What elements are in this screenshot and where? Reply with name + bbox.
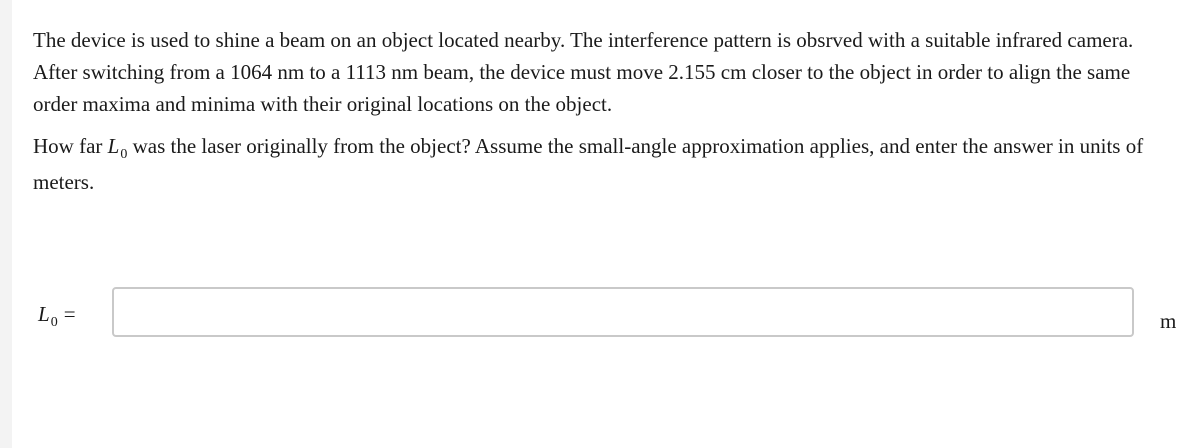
equals-sign: = <box>63 302 76 326</box>
answer-row <box>0 286 1200 342</box>
variable-subscript: 0 <box>120 147 128 162</box>
question-text <box>33 24 1163 198</box>
answer-subscript: 0 <box>50 315 58 330</box>
unit-label: m <box>1160 309 1177 333</box>
question-paragraph-2 <box>33 130 1163 198</box>
answer-variable: L <box>38 302 50 326</box>
answer-label <box>38 301 76 331</box>
variable-letter: L <box>107 134 120 158</box>
question-text-before: How far <box>33 134 108 158</box>
question-paragraph-1: The device is used to shine a beam on an object located nearby. The interference pattern is obsrved with a suitable infrared camera. After switching from a 1064 nm to a 1113 nm beam, the device must move 2.155 cm closer to the object in order to align the same order maxima and minima with their original locations on the object. <box>33 28 1134 116</box>
answer-input[interactable] <box>112 287 1134 337</box>
question-text-after: was the laser originally from the object? Assume the small-angle approximation applies, and enter the answer in units of meters. <box>33 134 1144 194</box>
variable-l0 <box>107 134 128 162</box>
left-margin-rule <box>0 0 12 448</box>
